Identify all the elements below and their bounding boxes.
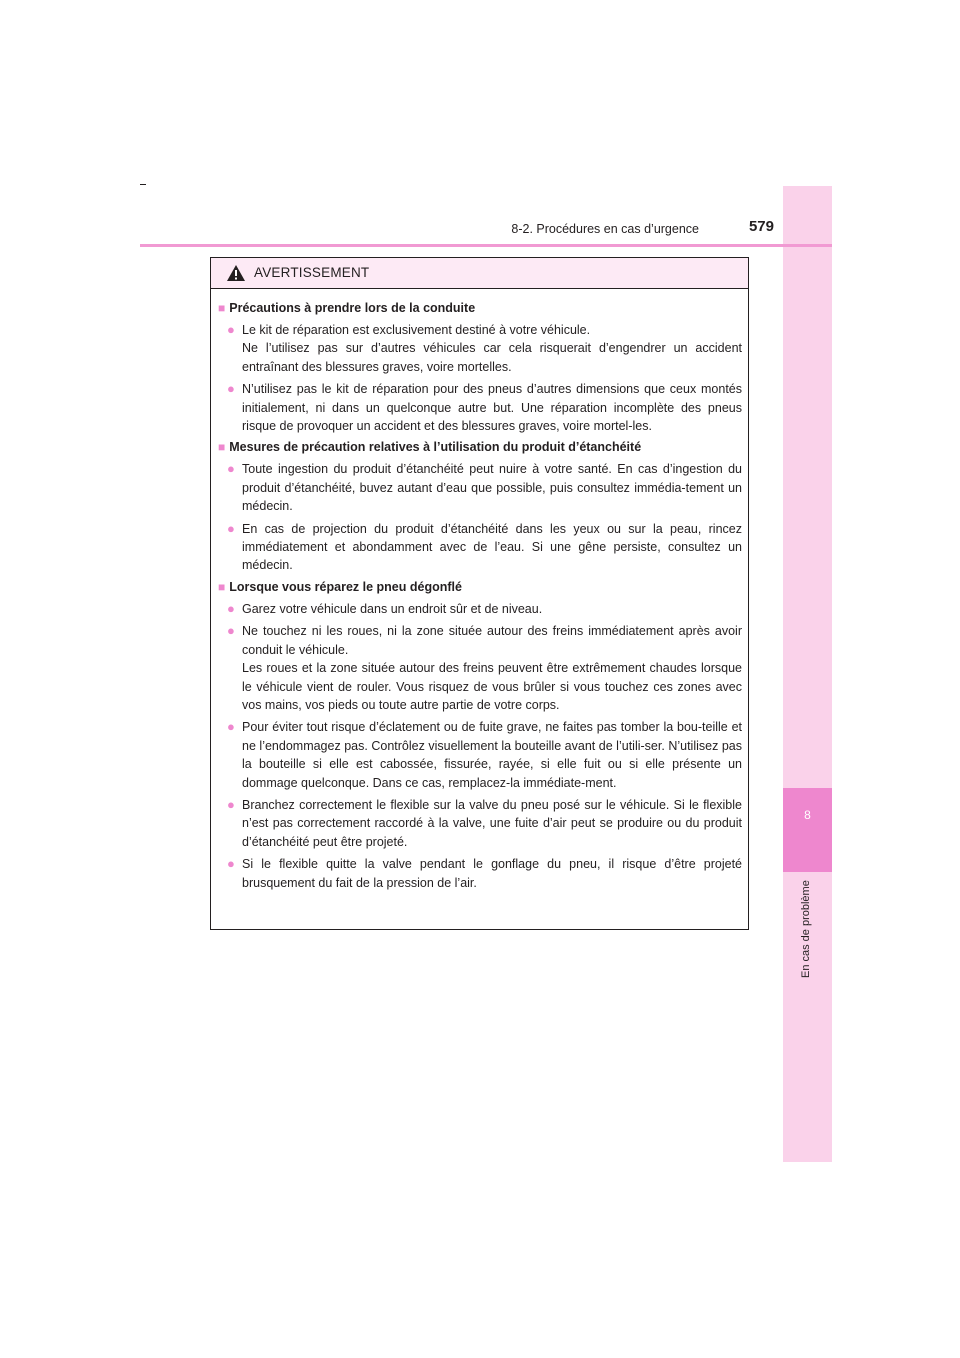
warning-triangle-icon [226,264,246,287]
circle-bullet-icon: ● [227,623,235,639]
list-item [218,321,742,376]
chapter-number: 8 [804,808,811,822]
item-text: Branchez correctement le flexible sur la valve du pneu posé sur le véhicule. Si le flexible n’est pas correctement raccordé à la valve, une fuite d’air peut se produire ou du produit d’étanchéité peut être projeté. [242,797,742,849]
square-bullet-icon: ■ [218,579,226,594]
circle-bullet-icon: ● [227,600,235,616]
list-item [218,855,742,892]
warning-section [218,579,742,892]
list-item [218,600,742,618]
section-heading-text: Mesures de précaution relatives à l’utilisation du produit d’étanchéité [229,440,642,455]
item-text: Toute ingestion du produit d’étanchéité peut nuire à votre santé. En cas d’ingestion du produit d’étanchéité, buvez autant d’eau que possible, puis consultez immédia-tement un médecin. [242,462,742,514]
chapter-tab [783,788,832,872]
item-text: Ne l’utilisez pas sur d’autres véhicules car cela risquerait d’engendrer un accident entraînant des blessures graves, voire mortelles. [242,341,742,374]
warning-body [211,289,748,892]
warning-box [210,257,749,930]
section-heading [218,439,742,456]
item-text: Si le flexible quitte la valve pendant le gonflage du pneu, il risque d’être projeté brusquement du fait de la pression de l’air. [242,857,742,890]
circle-bullet-icon: ● [227,856,235,872]
page-number: 579 [748,218,774,235]
circle-bullet-icon: ● [227,322,235,337]
crop-mark-top-left [140,184,146,185]
circle-bullet-icon: ● [227,719,235,735]
item-text: Pour éviter tout risque d’éclatement ou de fuite grave, ne faites pas tomber la bou-teille et ne l’endommagez pas. Contrôlez visuellement la bouteille avant de l’utili-ser. N’utilisez pas la bouteille si elle est cabossée, fissurée, rayée, si elle fuit ou si elle présente un dommage quelconque. Dans ce cas, remplacez-la immédiate-ment. [242,720,742,790]
list-item [218,460,742,515]
square-bullet-icon: ■ [218,301,226,315]
section-heading [218,579,742,596]
header-rule [140,244,832,247]
section-title: 8-2. Procédures en cas d’urgence [511,222,699,236]
item-text: N’utilisez pas le kit de réparation pour des pneus d’autres dimensions que ceux montés initialement, ni dans un quelconque autre but. Une réparation incomplète des pneus risque de provoquer un accident et des blessures graves, voire mortel-les. [242,382,742,434]
list-item [218,796,742,851]
chapter-label: En cas de problème [800,880,812,978]
item-text: Les roues et la zone située autour des freins peuvent être extrêmement chaudes lorsque le véhicule vient de rouler. Vous risquez de vous brûler si vous touchez ces zones avec vos mains, vos pieds ou toute autre partie de votre corps. [242,661,742,712]
warning-section [218,439,742,574]
warning-header [211,258,748,289]
item-text: Garez votre véhicule dans un endroit sûr et de niveau. [242,601,543,616]
warning-section [218,300,742,435]
list-item [218,520,742,575]
list-item [218,380,742,435]
item-text: Le kit de réparation est exclusivement destiné à votre véhicule. [242,323,591,337]
circle-bullet-icon: ● [227,520,235,536]
page-header [140,218,832,244]
list-item [218,718,742,792]
circle-bullet-icon: ● [227,796,235,812]
circle-bullet-icon: ● [227,381,235,397]
circle-bullet-icon: ● [227,461,235,477]
item-text: Ne touchez ni les roues, ni la zone située autour des freins immédiatement après avoir conduit le véhicule. [242,624,742,657]
section-heading [218,300,742,317]
section-heading-text: Précautions à prendre lors de la conduite [229,301,476,315]
square-bullet-icon: ■ [218,440,226,455]
warning-title: AVERTISSEMENT [254,265,370,280]
list-item [218,622,742,714]
item-text: En cas de projection du produit d’étanchéité dans les yeux ou sur la peau, rincez immédiatement et abondamment avec de l’eau. Si une gêne persiste, consultez un médecin. [242,521,742,573]
chapter-side-strip [783,186,832,1162]
section-heading-text: Lorsque vous réparez le pneu dégonflé [229,579,462,594]
